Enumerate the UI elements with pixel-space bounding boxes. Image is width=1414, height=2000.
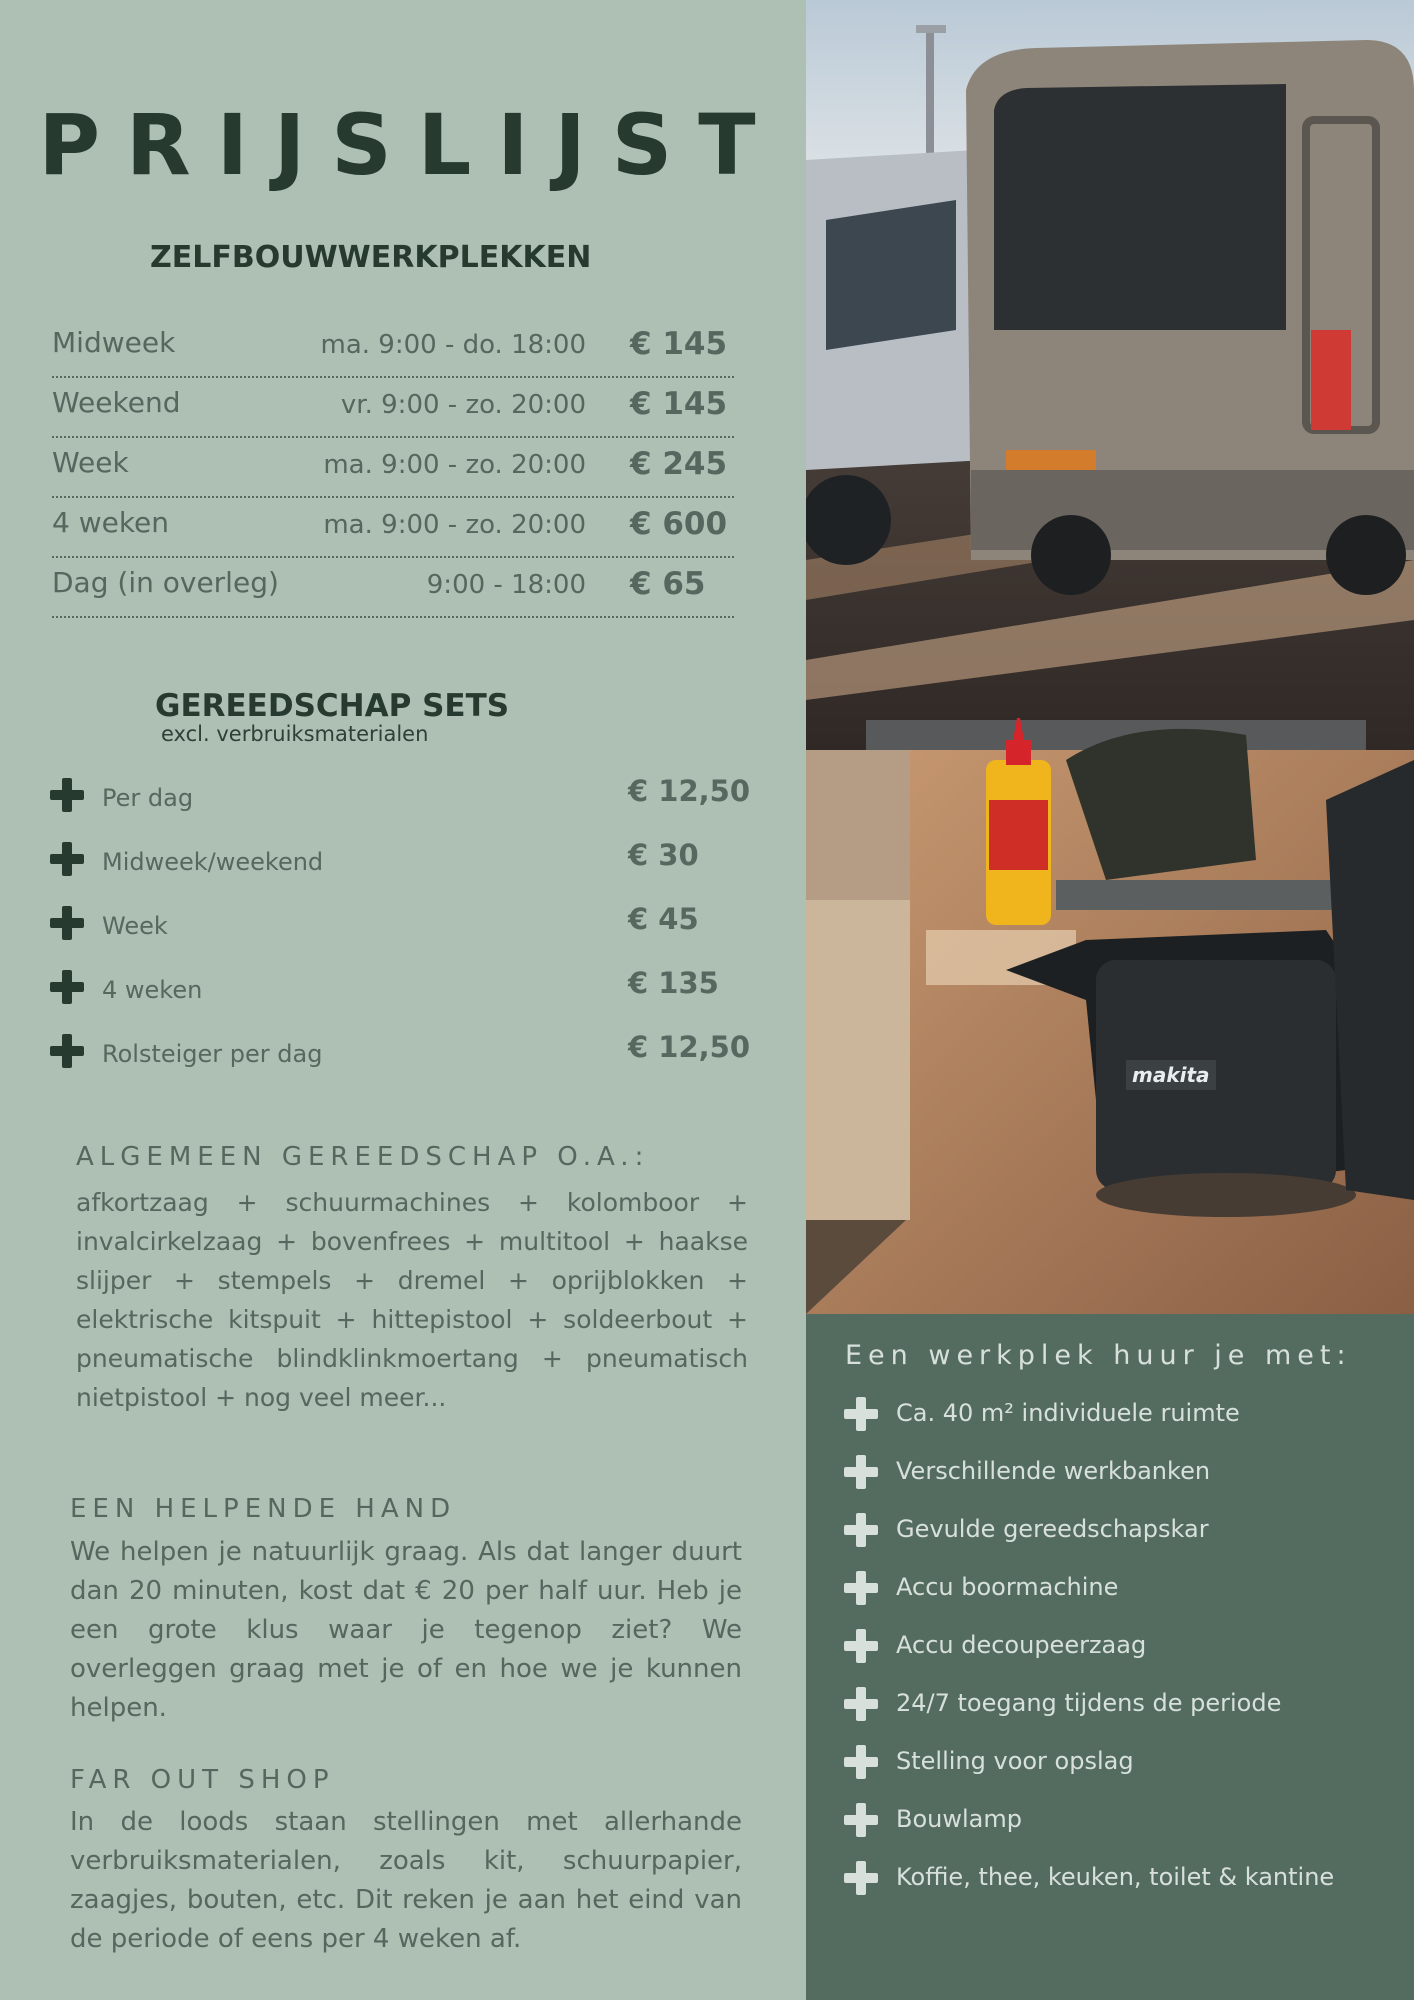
tool-row [50,1030,750,1074]
list-item-label: Accu decoupeerzaag [896,1631,1147,1659]
tool-row [50,902,750,946]
plus-icon [844,1455,878,1489]
tool-row-label: 4 weken [102,976,203,1004]
list-item [844,1859,1404,1899]
plus-icon [844,1397,878,1431]
list-item [844,1685,1404,1725]
plus-icon [844,1513,878,1547]
tool-row-label: Week [102,912,168,940]
tool-row-price: € 30 [628,838,699,872]
list-item-label: Verschillende werkbanken [896,1457,1211,1485]
plus-icon [844,1861,878,1895]
price-row-time: vr. 9:00 - zo. 20:00 [340,390,586,420]
general-tools-text: afkortzaag + schuurmachines + kolomboor + invalcirkelzaag + bovenfrees + multitool + haakse slijper + stempels + dremel + oprijblokken + elektrische kitspuit + hittepistool + soldeerbout + pneumatische blindklinkmoertang + pneumatisch nietpistool + nog veel meer... [76,1188,748,1412]
tool-row-label: Midweek/weekend [102,848,324,876]
list-item-label: Ca. 40 m² individuele ruimte [896,1399,1240,1427]
plus-icon [844,1629,878,1663]
tool-row-price: € 12,50 [628,774,751,808]
price-row-name: Week [52,446,129,479]
list-item-label: Koffie, thee, keuken, toilet & kantine [896,1863,1335,1891]
help-heading: EEN HELPENDE HAND [70,1494,457,1524]
price-row [52,438,734,498]
tool-row [50,774,750,818]
price-row-name: 4 weken [52,506,170,539]
plus-icon [50,906,84,940]
page-title: PRIJSLIJST [38,96,782,194]
price-row-time: ma. 9:00 - zo. 20:00 [323,510,586,540]
list-item [844,1743,1404,1783]
plus-icon [844,1745,878,1779]
shop-text: In de loods staan stellingen met allerhande verbruiksmaterialen, zoals kit, schuurpapier, zaagjes, bouten, etc. Dit reken je aan het eind van de periode of eens per 4 weken af. [70,1807,742,1954]
list-item-label: 24/7 toegang tijdens de periode [896,1689,1282,1717]
price-row-price: € 245 [630,446,728,482]
list-item [844,1569,1404,1609]
tool-row-label: Rolsteiger per dag [102,1040,323,1068]
tool-row-price: € 12,50 [628,1030,751,1064]
tool-row [50,838,750,882]
price-row-time: 9:00 - 18:00 [426,570,586,600]
tool-row-label: Per dag [102,784,194,812]
price-row-time: ma. 9:00 - do. 18:00 [320,330,586,360]
tool-row [50,966,750,1010]
price-row [52,558,734,618]
list-item-label: Stelling voor opslag [896,1747,1134,1775]
plus-icon [844,1571,878,1605]
list-item [844,1453,1404,1493]
help-text: We helpen je natuurlijk graag. Als dat langer duurt dan 20 minuten, kost dat € 20 per half uur. Heb je een grote klus waar je tegenop ziet? We overleggen graag met je of en hoe we je kunnen helpen. [70,1537,742,1723]
plus-icon [50,842,84,876]
price-row-name: Dag (in overleg) [52,566,279,599]
tool-row-price: € 45 [628,902,699,936]
price-row-price: € 145 [630,326,728,362]
price-row-name: Weekend [52,386,181,419]
price-row [52,378,734,438]
list-item [844,1511,1404,1551]
price-row-price: € 65 [630,566,706,602]
list-item-label: Gevulde gereedschapskar [896,1515,1209,1543]
price-row [52,498,734,558]
list-item-label: Accu boormachine [896,1573,1119,1601]
tools-heading: GEREEDSCHAP SETS [155,688,510,724]
list-item [844,1627,1404,1667]
workplace-includes-heading: Een werkplek huur je met: [845,1340,1352,1371]
plus-icon [50,970,84,1004]
plus-icon [50,1034,84,1068]
photo-brand-text: makita [1132,1063,1210,1087]
price-row-name: Midweek [52,326,176,359]
list-item [844,1801,1404,1841]
price-row-price: € 145 [630,386,728,422]
workshop-photo [806,0,1414,1314]
price-row-time: ma. 9:00 - zo. 20:00 [323,450,586,480]
tools-subheading: excl. verbruiksmaterialen [161,722,429,746]
price-row-price: € 600 [630,506,728,542]
plus-icon [844,1803,878,1837]
list-item-label: Bouwlamp [896,1805,1022,1833]
plus-icon [844,1687,878,1721]
shop-heading: FAR OUT SHOP [70,1765,335,1795]
tool-row-price: € 135 [628,966,719,1000]
workplaces-heading: ZELFBOUWWERKPLEKKEN [150,240,592,275]
price-row [52,318,734,378]
plus-icon [50,778,84,812]
list-item [844,1395,1404,1435]
general-tools-heading: ALGEMEEN GEREEDSCHAP O.A.: [76,1142,650,1172]
